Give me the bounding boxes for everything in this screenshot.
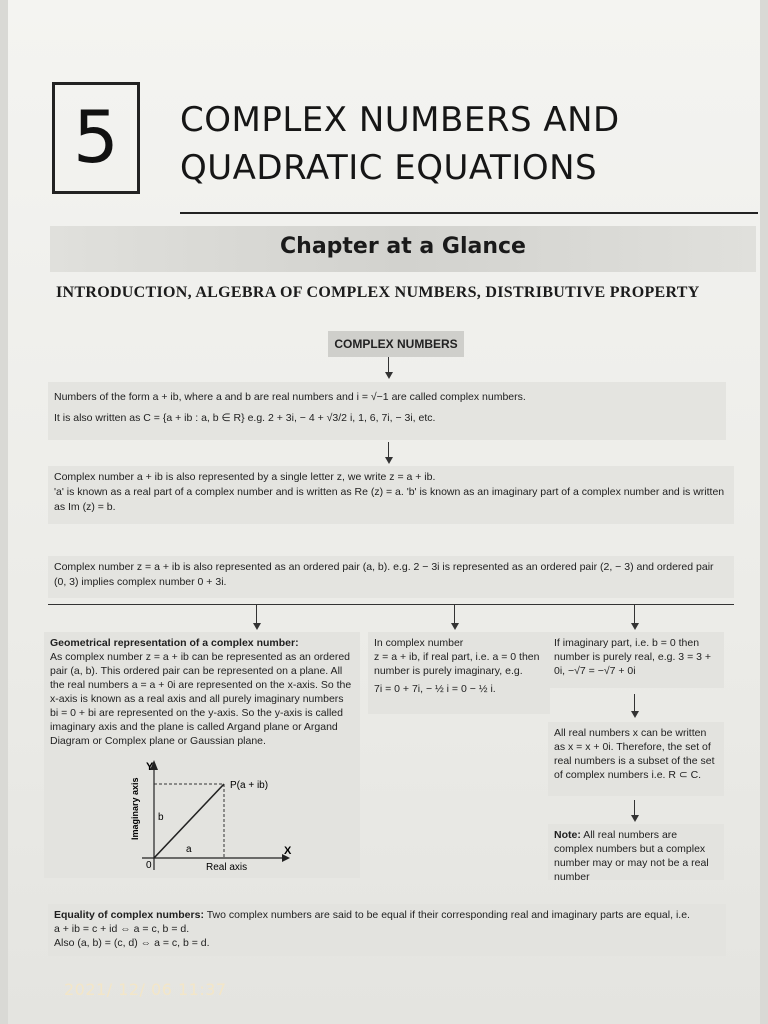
equality-box <box>48 904 726 956</box>
b-label: b <box>158 812 164 823</box>
equality-line2: a + ib = c + id ⇔ a = c, b = d. <box>54 923 190 935</box>
purely-real-box <box>548 632 724 688</box>
section-heading: INTRODUCTION, ALGEBRA OF COMPLEX NUMBERS, DISTRIBUTIVE PROPERTY <box>56 284 700 301</box>
a-label: a <box>186 844 192 855</box>
y-label: Y <box>146 761 154 773</box>
ordered-pair-box <box>48 556 734 598</box>
title-divider <box>180 212 758 214</box>
note-text: All real numbers are complex numbers but a complex number may or may not be a real number <box>554 829 709 883</box>
arrow-down <box>634 694 635 716</box>
purely-imaginary-line3: 7i = 0 + 7i, − ½ i = 0 − ½ i. <box>374 683 496 695</box>
equality-label: Equality of complex numbers: <box>54 909 204 921</box>
definition-box <box>48 382 726 440</box>
imaginary-axis-label: Imaginary axis <box>130 777 140 840</box>
x-label: X <box>284 845 292 857</box>
note-label: Note: <box>554 829 581 841</box>
argand-diagram <box>112 758 292 876</box>
origin-label: 0 <box>146 860 152 871</box>
chapter-title <box>180 96 620 192</box>
real-subset-text: All real numbers x can be written as x = x + 0i. Therefore, the set of real numbers is a subset of the set of complex numbers i.e. R ⊂ C. <box>554 727 715 781</box>
definition-line2: It is also written as C = {a + ib : a, b ∈ R} e.g. 2 + 3i, − 4 + √3/2 i, 1, 6, 7i, − 3i, etc. <box>54 412 436 424</box>
real-axis-label: Real axis <box>206 862 248 873</box>
arrow-down <box>256 604 257 628</box>
real-subset-box <box>548 722 724 796</box>
glance-banner <box>50 226 756 272</box>
glance-heading: Chapter at a Glance <box>280 234 526 259</box>
purely-real-text: If imaginary part, i.e. b = 0 then number is purely real, e.g. 3 = 3 + 0i, −√7 = −√7 + 0i <box>554 637 712 677</box>
purely-imaginary-box <box>368 632 550 714</box>
notation-line2: 'a' is known as a real part of a complex number and is written as Re (z) = a. 'b' is known as an imaginary part of a complex number and is written as Im (z) = b. <box>54 486 725 513</box>
ordered-pair-text: Complex number z = a + ib is also represented as an ordered pair (a, b). e.g. 2 − 3i is represented as an ordered pair (2, − 3) and ordered pair (0, 3) implies complex number 0 + 3i. <box>54 561 714 588</box>
geometric-heading: Geometrical representation of a complex number: <box>50 637 299 649</box>
note-box <box>548 824 724 883</box>
point-label: P(a + ib) <box>230 780 269 791</box>
purely-imaginary-line1: In complex number <box>374 637 464 649</box>
chapter-number-box <box>52 82 140 194</box>
photo-timestamp: 2021/ 12/ 06 11:37 <box>64 980 227 999</box>
notation-box <box>48 466 734 524</box>
complex-numbers-label: COMPLEX NUMBERS <box>328 331 464 357</box>
definition-line1: Numbers of the form a + ib, where a and b are real numbers and i = √−1 are called complex numbers. <box>54 391 526 403</box>
geometric-text: As complex number z = a + ib can be represented as an ordered pair (a, b). This ordered pair can be represented on a plane. All the real numbers a = a + 0i are represented on the x-axis. So the x-axis is known as a real axis and all purely imaginary numbers bi = 0 + bi are represented on the y-axis. So the y-axis is called imaginary axis and the plane is called Argand plane or Argand Diagram or Complex plane or Gaussian plane. <box>50 651 352 747</box>
chapter-title-line2: QUADRATIC EQUATIONS <box>180 148 598 188</box>
equality-line3: Also (a, b) = (c, d) ⇔ a = c, b = d. <box>54 937 210 949</box>
textbook-page <box>8 0 760 1024</box>
equality-text: Two complex numbers are said to be equal if their corresponding real and imaginary parts are equal, i.e. <box>206 909 690 921</box>
chapter-title-line1: COMPLEX NUMBERS AND <box>180 100 620 140</box>
branch-line <box>48 604 734 605</box>
notation-line1: Complex number a + ib is also represented by a single letter z, we write z = a + ib. <box>54 471 436 483</box>
chapter-number: 5 <box>73 95 119 179</box>
arrow-down <box>634 800 635 820</box>
arrow-down <box>388 357 389 377</box>
arrow-down <box>634 604 635 628</box>
arrow-down <box>454 604 455 628</box>
arrow-down <box>388 442 389 462</box>
purely-imaginary-line2: z = a + ib, if real part, i.e. a = 0 then number is purely imaginary, e.g. <box>374 651 540 677</box>
